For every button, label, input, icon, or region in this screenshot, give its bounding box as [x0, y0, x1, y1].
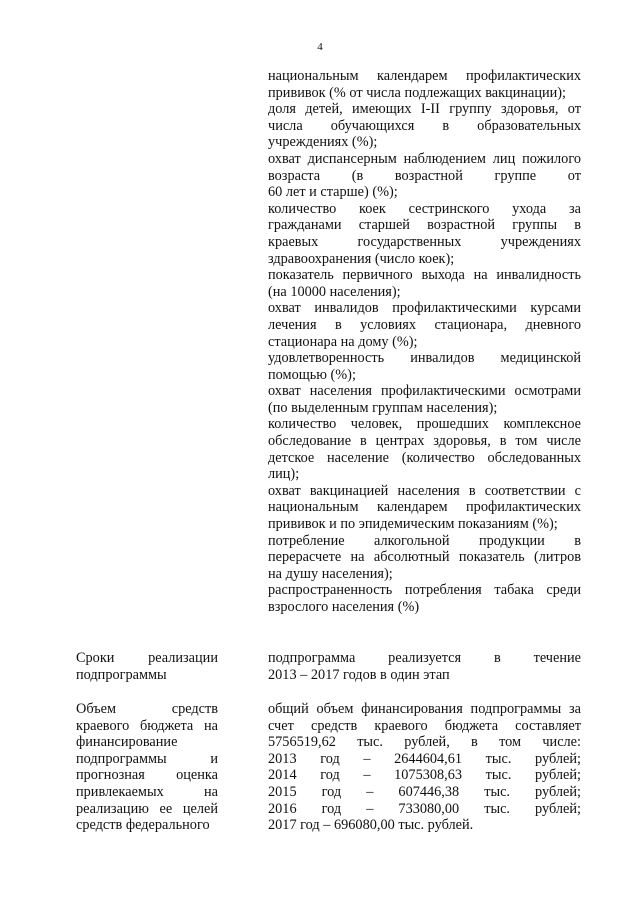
terms-label-line: Сроки реализации	[76, 650, 218, 666]
funding-value-line: 2017 год – 696080,00 тыс. рублей.	[268, 817, 474, 834]
indicator-line: охват населения профилактическими осмотрами	[268, 383, 581, 400]
indicator-line: доля детей, имеющих I-II группу здоровья, от	[268, 101, 581, 118]
indicator-line: здравоохранения (число коек);	[268, 250, 455, 267]
funding-label-line: Объем средств	[76, 701, 218, 717]
indicator-line: национальным календарем профилактических	[268, 68, 581, 84]
indicator-item	[268, 582, 581, 615]
funding-label-line: финансирование	[76, 734, 178, 751]
indicator-line: (по выделенным группам населения);	[268, 399, 498, 416]
indicator-line: удовлетворенность инвалидов медицинской	[268, 350, 581, 367]
indicator-item	[268, 300, 581, 350]
terms-value-line: 2013 – 2017 годов в один этап	[268, 666, 450, 683]
indicator-line: гражданами старшей возрастной группы в	[268, 217, 581, 234]
indicator-line: показатель первичного выхода на инвалидность	[268, 267, 581, 284]
indicator-line: помощью (%);	[268, 366, 356, 383]
funding-value-line: 2016 год – 733080,00 тыс. рублей;	[268, 800, 581, 817]
funding-label-line: краевого бюджета на	[76, 717, 218, 734]
indicator-line: возраста (в возрастной группе от	[268, 167, 581, 184]
indicator-item	[268, 416, 581, 482]
indicator-line: обследование в центрах здоровья, в том числе	[268, 433, 581, 450]
indicator-line: прививок и по эпидемическим показаниям (%);	[268, 516, 558, 533]
funding-value-line: общий объем финансирования подпрограммы за	[268, 701, 581, 717]
indicator-line: национальным календарем профилактических	[268, 499, 581, 516]
funding-value-line: 2013 год – 2644604,61 тыс. рублей;	[268, 750, 581, 767]
indicator-item	[268, 533, 581, 583]
funding-value-line: 2014 год – 1075308,63 тыс. рублей;	[268, 767, 581, 784]
terms-label	[76, 650, 218, 683]
indicator-line: количество человек, прошедших комплексное	[268, 416, 581, 433]
terms-value	[268, 650, 581, 683]
indicator-line: стационара на дому (%);	[268, 333, 418, 350]
indicator-line: 60 лет и старше) (%);	[268, 184, 398, 201]
indicator-line: взрослого населения (%)	[268, 599, 420, 615]
indicator-item	[268, 350, 581, 383]
indicator-line: охват диспансерным наблюдением лиц пожилого	[268, 150, 581, 167]
indicator-line: лиц);	[268, 466, 300, 483]
indicator-line: на душу населения);	[268, 565, 393, 582]
terms-label-line: подпрограммы	[76, 666, 167, 683]
terms-value-line: подпрограмма реализуется в течение	[268, 650, 581, 666]
indicator-line: краевых государственных учреждениях	[268, 233, 581, 250]
funding-label-line: прогнозная оценка	[76, 767, 218, 784]
funding-label-line: привлекаемых на	[76, 783, 218, 800]
indicators-list	[268, 68, 581, 616]
funding-value-line: счет средств краевого бюджета составляет	[268, 717, 581, 734]
funding-label-line: реализацию ее целей	[76, 800, 218, 817]
funding-value-line: 5756519,62 тыс. рублей, в том числе:	[268, 734, 581, 751]
funding-value-line: 2015 год – 607446,38 тыс. рублей;	[268, 783, 581, 800]
funding-label	[76, 701, 218, 834]
indicator-line: лечения в условиях стационара, дневного	[268, 316, 581, 333]
indicator-line: числа обучающихся в образовательных	[268, 117, 581, 134]
indicator-item	[268, 101, 581, 151]
indicator-line: количество коек сестринского ухода за	[268, 200, 581, 217]
funding-label-line: средств федерального	[76, 817, 210, 834]
indicator-item	[268, 267, 581, 300]
indicator-item	[268, 151, 581, 201]
indicator-item	[268, 201, 581, 267]
indicator-line: перерасчете на абсолютный показатель (литров	[268, 549, 581, 566]
indicator-line: детское население (количество обследованных	[268, 449, 581, 466]
indicator-line: охват вакцинацией населения в соответствии с	[268, 482, 581, 499]
indicator-line: охват инвалидов профилактическими курсами	[268, 300, 581, 317]
indicator-item	[268, 483, 581, 533]
funding-label-line: подпрограммы и	[76, 750, 218, 767]
indicator-line: потребление алкогольной продукции в	[268, 532, 581, 549]
funding-value	[268, 701, 581, 834]
indicator-item	[268, 68, 581, 101]
page-number: 4	[317, 41, 323, 53]
indicator-line: (на 10000 населения);	[268, 283, 401, 300]
indicator-item	[268, 383, 581, 416]
indicator-line: учреждениях (%);	[268, 134, 378, 151]
indicator-line: прививок (% от числа подлежащих вакцинации);	[268, 84, 567, 101]
indicator-line: распространенность потребления табака среди	[268, 582, 581, 599]
